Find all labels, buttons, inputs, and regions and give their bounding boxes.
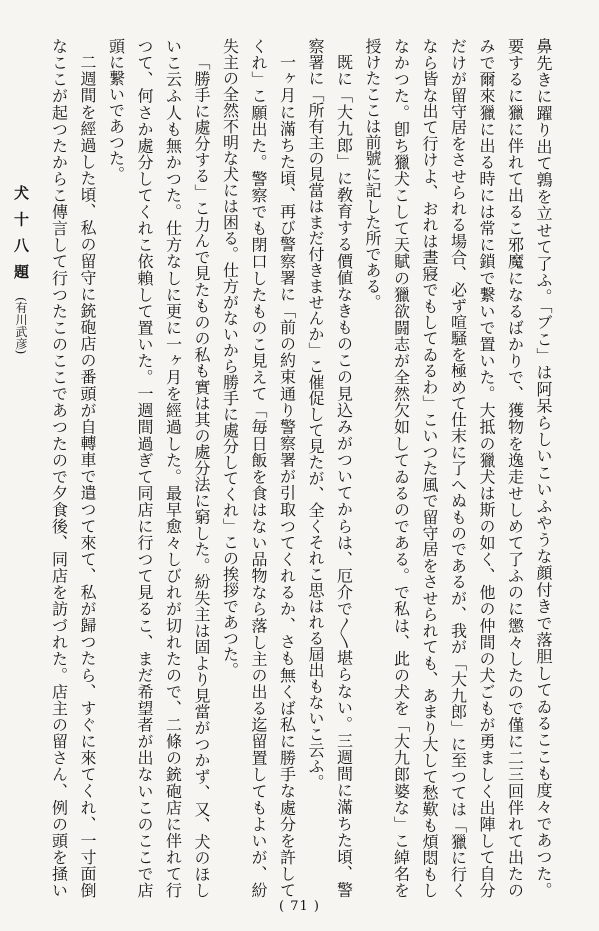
text-column: いこ云ふ人も無かつた。仕方なしに更に一ヶ月を經過した。最早愈々しびれが切れたので、二條の銃砲店に伴れて行 — [163, 38, 183, 898]
running-title: 犬 十 八 題 — [12, 185, 30, 282]
text-column: 頭に繋いであつた。 — [106, 38, 126, 182]
text-column: 既に「大九郎」に敎育する價値なきものこの見込みがついてからは、厄介で〳〵堪らない。三週間に滿ちた頃、警 — [334, 54, 354, 898]
text-column: くれ」こ願出た。警察でも閉口したものこ見えて「毎日飯を食はない品物なら落し主の出る迄留置してもよいが、紛 — [249, 38, 268, 898]
text-column: つて、何さか處分してくれこ依賴して置いた。一週間過ぎて同店に行つて見るこ、まだ希望者が出ないこのここで店 — [135, 38, 154, 898]
text-column: 授けたここは前號に記した所である。 — [363, 38, 382, 310]
text-column: だけが留守居をさせられる場合、必ず喧騒を極めて仕末に了へぬものであるが、我が「大九郎」に至つては「獵に行く — [448, 38, 468, 899]
text-column: みで爾來獵に出る時には常に鎖で繋いで置いた。大抵の獵犬は斯の如く、他の仲間の犬ごもが勇ましく出陣して自分 — [477, 38, 496, 898]
text-column: 二週間を經過した頃、私の留守に銃砲店の番頭が自轉車で遣つて來て、私が歸つたら、すぐに來てくれ、一寸面倒 — [78, 54, 97, 898]
text-column: 要するに獵に伴れて出るこ邪魔になるばかりで、獲物を逸走せしめて了ふのに懲々したので僅に二三回伴れて出たの — [505, 38, 525, 898]
body-text — [44, 38, 557, 898]
running-head — [9, 185, 33, 505]
author-name: (有川武彦) — [14, 296, 28, 355]
text-column: なここが起つたからこ傳言して行つたこのここであつたので夕食後、同店を訪づれた。店主の留さん、例の頭を掻い — [49, 38, 69, 898]
text-column: 鼻先きに躍り出て鶉を立せて了ふ。「ブこ」は阿呆らしいこいふやうな顔付きで落胆してゐるここも度々であつた。 — [534, 38, 553, 898]
text-column: なかつた。卽ち獵犬こして天賦の獵欲闘志が全然欠如してゐるのである。で私は、此の犬を「大九郎婆な」こ綽名を — [391, 38, 411, 898]
text-column: 一ヶ月に滿ちた頃、再び警察署に「前の約束通り警察署が引取つてくれるか、さも無くば私に勝手な處分を許して — [277, 54, 297, 898]
text-column: 「勝手に處分する」こ力んで見たものの私も實は其の處分法に窮した。紛失主は固より見當がつかず、又、犬のほし — [192, 54, 211, 898]
text-column: なら皆な出て行けよ、おれは晝寢でもしてゐるわ」こいつた風で留守居をさせられても、あまり大して愁歎も煩悶もし — [420, 38, 439, 898]
text-column: 失主の全然不明な犬には困る。仕方がないから勝手に處分してくれ」この挨拶であつた。 — [220, 38, 240, 678]
text-column: 察署に「所有主の見當はまだ付きませんか」こ催促して見たが、全くそれこ思はれる屆出もないこ云ふ。 — [306, 38, 325, 790]
page-number: ( 71 ) — [279, 899, 320, 914]
